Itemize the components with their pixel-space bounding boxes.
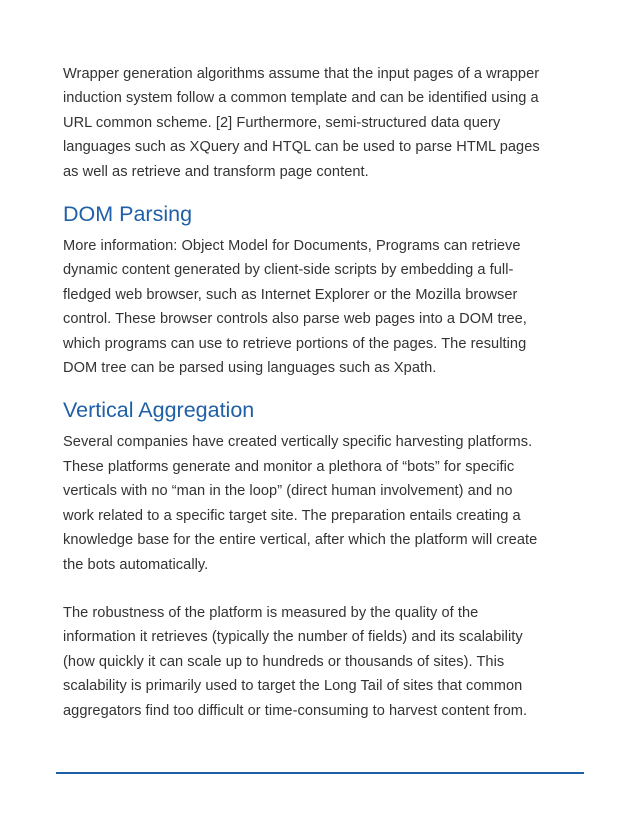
text-line: (how quickly it can scale up to hundreds or thousands of sites). This (63, 653, 505, 670)
text-line: the bots automatically. (63, 556, 209, 573)
text-line: dynamic content generated by client-side scripts by embedding a full- (63, 262, 514, 279)
text-line: induction system follow a common template and can be identified using a (63, 90, 539, 107)
text-line: DOM tree can be parsed using languages such as Xpath. (63, 360, 437, 377)
document-page (63, 62, 585, 723)
text-line: verticals with no “man in the loop” (direct human involvement) and no (63, 483, 513, 500)
text-line: Several companies have created vertically specific harvesting platforms. (63, 434, 533, 451)
text-line: scalability is primarily used to target the Long Tail of sites that common (63, 678, 523, 695)
footer-divider (56, 772, 584, 774)
text-line: Wrapper generation algorithms assume that the input pages of a wrapper (63, 66, 540, 82)
paragraph-spacer (63, 577, 585, 601)
text-line: knowledge base for the entire vertical, after which the platform will create (63, 532, 538, 549)
text-line: aggregators find too difficult or time-consuming to harvest content from. (63, 702, 528, 719)
text-line: languages such as XQuery and HTQL can be used to parse HTML pages (63, 139, 540, 156)
vertical-aggregation-paragraph-1 (63, 430, 585, 576)
section-heading-dom-parsing: DOM Parsing (63, 202, 193, 227)
text-line: fledged web browser, such as Internet Explorer or the Mozilla browser (63, 286, 518, 303)
intro-paragraph (63, 62, 585, 184)
text-line: which programs can use to retrieve portions of the pages. The resulting (63, 335, 527, 352)
vertical-aggregation-paragraph-2 (63, 601, 585, 723)
text-line: work related to a specific target site. The preparation entails creating a (63, 507, 521, 524)
text-line: These platforms generate and monitor a plethora of “bots” for specific (63, 458, 515, 475)
text-line: information it retrieves (typically the number of fields) and its scalability (63, 629, 523, 646)
section-heading-vertical-aggregation: Vertical Aggregation (63, 398, 255, 423)
dom-parsing-paragraph (63, 234, 585, 380)
text-line: as well as retrieve and transform page content. (63, 163, 369, 180)
text-line: URL common scheme. [2] Furthermore, semi-structured data query (63, 114, 501, 131)
text-line: The robustness of the platform is measured by the quality of the (63, 604, 479, 621)
text-line: More information: Object Model for Documents, Programs can retrieve (63, 238, 521, 255)
text-line: control. These browser controls also parse web pages into a DOM tree, (63, 311, 527, 328)
